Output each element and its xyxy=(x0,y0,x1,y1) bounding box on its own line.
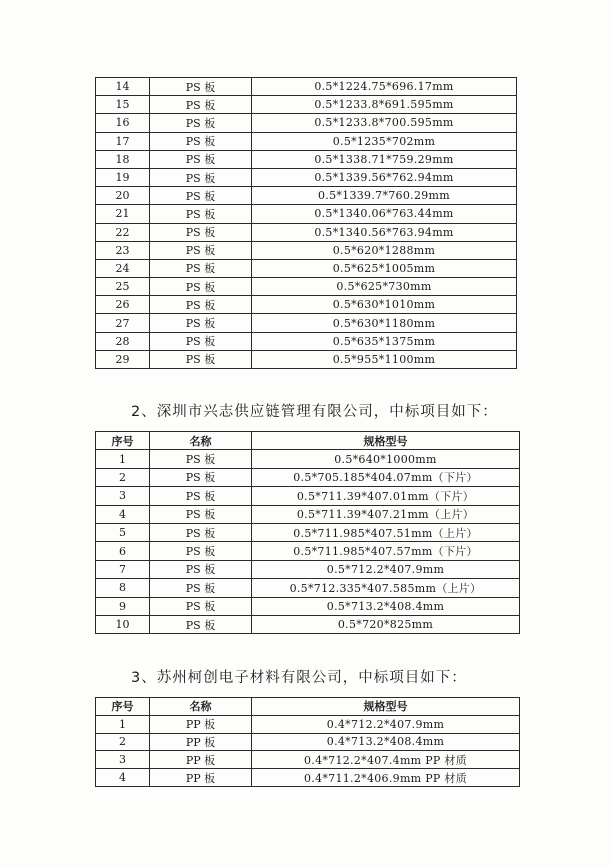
item-spec: 0.5*955*1100mm xyxy=(252,350,517,368)
item-spec: 0.5*711.985*407.57mm（下片） xyxy=(252,542,520,560)
table-row xyxy=(96,350,517,368)
spec-table-2 xyxy=(95,431,520,634)
item-name: PS 板 xyxy=(150,487,252,505)
item-spec: 0.5*711.39*407.21mm（上片） xyxy=(252,505,520,523)
row-number: 7 xyxy=(96,560,150,578)
item-spec: 0.4*711.2*406.9mm PP 材质 xyxy=(252,769,520,787)
header-no: 序号 xyxy=(96,698,150,716)
row-number: 10 xyxy=(96,615,150,633)
row-number: 5 xyxy=(96,523,150,541)
item-spec: 0.5*1338.71*759.29mm xyxy=(252,150,517,168)
item-name: PS 板 xyxy=(150,96,252,114)
item-spec: 0.4*712.2*407.4mm PP 材质 xyxy=(252,751,520,769)
item-name: PS 板 xyxy=(150,168,252,186)
row-number: 26 xyxy=(96,296,150,314)
item-name: PS 板 xyxy=(150,579,252,597)
item-spec: 0.5*640*1000mm xyxy=(252,450,520,468)
row-number: 9 xyxy=(96,597,150,615)
item-name: PP 板 xyxy=(150,751,252,769)
item-name: PS 板 xyxy=(150,205,252,223)
table-row xyxy=(96,150,517,168)
item-name: PS 板 xyxy=(150,150,252,168)
header-name: 名称 xyxy=(150,698,252,716)
table-row xyxy=(96,259,517,277)
spec-table-1 xyxy=(95,77,517,369)
item-spec: 0.5*705.185*404.07mm（下片） xyxy=(252,468,520,486)
table-row xyxy=(96,542,520,560)
table-row xyxy=(96,450,520,468)
table-row xyxy=(96,751,520,769)
item-name: PS 板 xyxy=(150,223,252,241)
table-row xyxy=(96,96,517,114)
table-row xyxy=(96,715,520,733)
table-body xyxy=(96,78,517,369)
item-name: PS 板 xyxy=(150,187,252,205)
section-2-heading: 2、深圳市兴志供应链管理有限公司，中标项目如下： xyxy=(131,404,498,420)
item-spec: 0.5*1339.56*762.94mm xyxy=(252,168,517,186)
table-row xyxy=(96,78,517,96)
item-name: PP 板 xyxy=(150,733,252,751)
row-number: 1 xyxy=(96,450,150,468)
item-spec: 0.5*1340.06*763.44mm xyxy=(252,205,517,223)
row-number: 16 xyxy=(96,114,150,132)
row-number: 4 xyxy=(96,769,150,787)
table-header xyxy=(96,698,520,716)
table-row xyxy=(96,241,517,259)
table-row xyxy=(96,597,520,615)
item-spec: 0.5*625*1005mm xyxy=(252,259,517,277)
item-spec: 0.5*625*730mm xyxy=(252,278,517,296)
item-name: PS 板 xyxy=(150,542,252,560)
item-name: PS 板 xyxy=(150,468,252,486)
item-spec: 0.5*1233.8*691.595mm xyxy=(252,96,517,114)
item-spec: 0.5*711.985*407.51mm（上片） xyxy=(252,523,520,541)
item-name: PS 板 xyxy=(150,450,252,468)
item-spec: 0.5*712.335*407.585mm（上片） xyxy=(252,579,520,597)
item-spec: 0.5*720*825mm xyxy=(252,615,520,633)
table-row xyxy=(96,769,520,787)
item-spec: 0.5*630*1180mm xyxy=(252,314,517,332)
table-row xyxy=(96,205,517,223)
item-name: PS 板 xyxy=(150,114,252,132)
table-row xyxy=(96,560,520,578)
item-name: PS 板 xyxy=(150,241,252,259)
table-row xyxy=(96,505,520,523)
row-number: 29 xyxy=(96,350,150,368)
row-number: 22 xyxy=(96,223,150,241)
item-name: PS 板 xyxy=(150,296,252,314)
header-row xyxy=(96,698,520,716)
table-row xyxy=(96,615,520,633)
table-row xyxy=(96,487,520,505)
header-row xyxy=(96,432,520,450)
item-name: PS 板 xyxy=(150,560,252,578)
row-number: 19 xyxy=(96,168,150,186)
row-number: 24 xyxy=(96,259,150,277)
item-name: PP 板 xyxy=(150,715,252,733)
item-name: PS 板 xyxy=(150,278,252,296)
item-spec: 0.5*1339.7*760.29mm xyxy=(252,187,517,205)
row-number: 3 xyxy=(96,751,150,769)
table-row xyxy=(96,468,520,486)
item-name: PS 板 xyxy=(150,314,252,332)
table-row xyxy=(96,114,517,132)
header-spec: 规格型号 xyxy=(252,432,520,450)
item-name: PS 板 xyxy=(150,132,252,150)
spec-table-3 xyxy=(95,697,520,787)
item-spec: 0.5*1235*702mm xyxy=(252,132,517,150)
row-number: 18 xyxy=(96,150,150,168)
table-row xyxy=(96,733,520,751)
row-number: 23 xyxy=(96,241,150,259)
table-row xyxy=(96,187,517,205)
row-number: 15 xyxy=(96,96,150,114)
item-name: PP 板 xyxy=(150,769,252,787)
item-spec: 0.4*712.2*407.9mm xyxy=(252,715,520,733)
row-number: 21 xyxy=(96,205,150,223)
section-3-heading: 3、苏州柯创电子材料有限公司，中标项目如下： xyxy=(131,670,467,686)
row-number: 2 xyxy=(96,733,150,751)
item-name: PS 板 xyxy=(150,350,252,368)
table-row xyxy=(96,332,517,350)
table-row xyxy=(96,168,517,186)
table-row xyxy=(96,579,520,597)
item-name: PS 板 xyxy=(150,78,252,96)
table-body xyxy=(96,715,520,786)
row-number: 1 xyxy=(96,715,150,733)
item-spec: 0.5*630*1010mm xyxy=(252,296,517,314)
item-name: PS 板 xyxy=(150,259,252,277)
item-name: PS 板 xyxy=(150,523,252,541)
item-spec: 0.4*713.2*408.4mm xyxy=(252,733,520,751)
item-spec: 0.5*1340.56*763.94mm xyxy=(252,223,517,241)
row-number: 8 xyxy=(96,579,150,597)
table-row xyxy=(96,132,517,150)
item-spec: 0.5*711.39*407.01mm（下片） xyxy=(252,487,520,505)
item-name: PS 板 xyxy=(150,332,252,350)
header-spec: 规格型号 xyxy=(252,698,520,716)
item-spec: 0.5*1224.75*696.17mm xyxy=(252,78,517,96)
item-name: PS 板 xyxy=(150,615,252,633)
item-spec: 0.5*620*1288mm xyxy=(252,241,517,259)
table-row xyxy=(96,314,517,332)
row-number: 6 xyxy=(96,542,150,560)
row-number: 14 xyxy=(96,78,150,96)
item-spec: 0.5*635*1375mm xyxy=(252,332,517,350)
row-number: 17 xyxy=(96,132,150,150)
row-number: 25 xyxy=(96,278,150,296)
row-number: 2 xyxy=(96,468,150,486)
table-header xyxy=(96,432,520,450)
row-number: 4 xyxy=(96,505,150,523)
header-no: 序号 xyxy=(96,432,150,450)
table-row xyxy=(96,278,517,296)
row-number: 20 xyxy=(96,187,150,205)
table-row xyxy=(96,296,517,314)
table-row xyxy=(96,523,520,541)
row-number: 27 xyxy=(96,314,150,332)
table-body xyxy=(96,450,520,634)
header-name: 名称 xyxy=(150,432,252,450)
table-row xyxy=(96,223,517,241)
item-spec: 0.5*1233.8*700.595mm xyxy=(252,114,517,132)
item-name: PS 板 xyxy=(150,597,252,615)
item-spec: 0.5*713.2*408.4mm xyxy=(252,597,520,615)
item-spec: 0.5*712.2*407.9mm xyxy=(252,560,520,578)
row-number: 3 xyxy=(96,487,150,505)
item-name: PS 板 xyxy=(150,505,252,523)
row-number: 28 xyxy=(96,332,150,350)
